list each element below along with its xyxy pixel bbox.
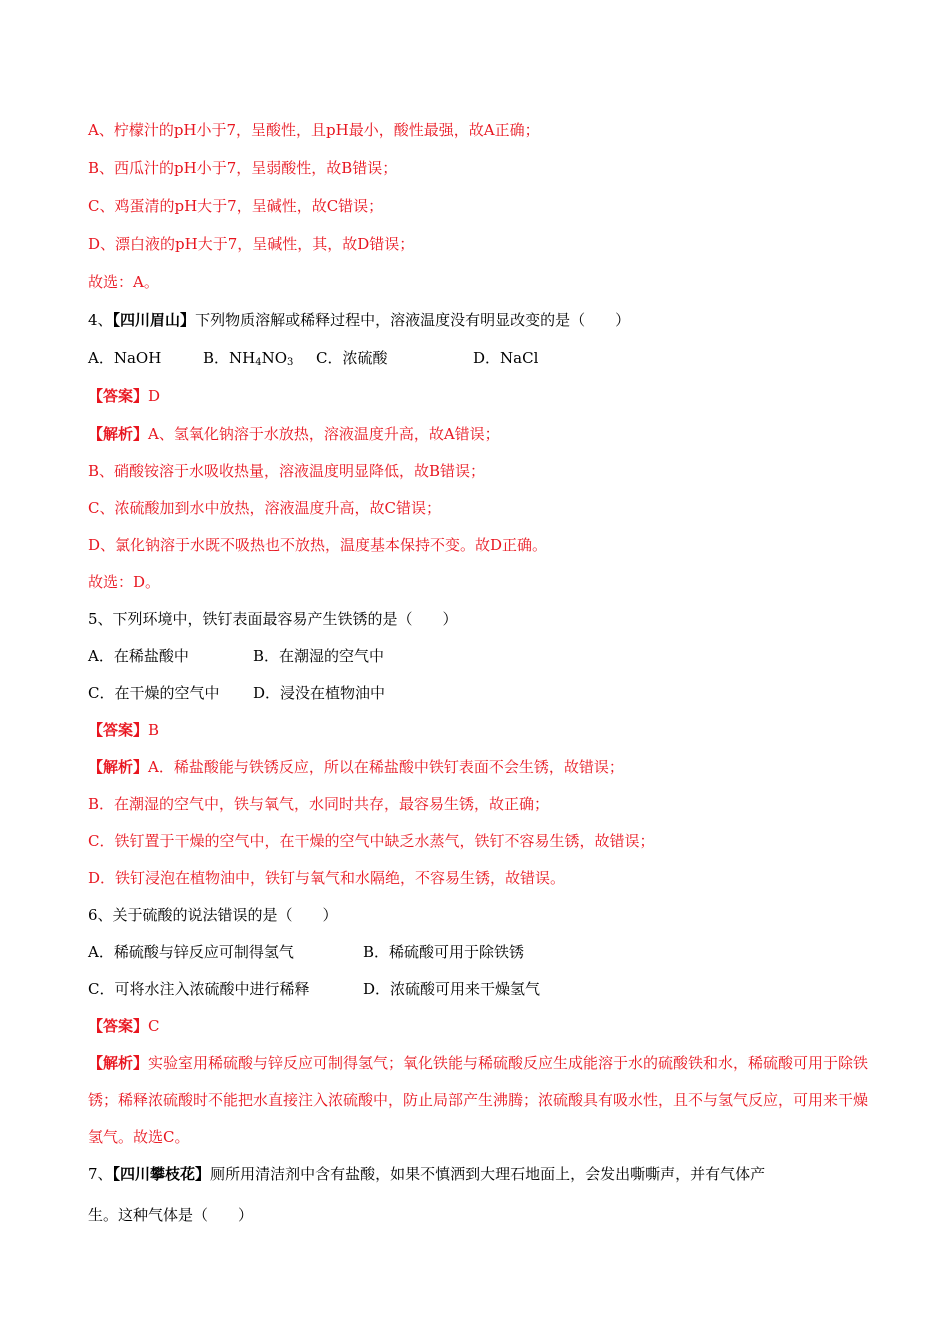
q6-options-row1 xyxy=(88,942,880,962)
q5-answer xyxy=(88,720,880,740)
q3-analysis-b: B、西瓜汁的pH小于7，呈弱酸性，故B错误； xyxy=(88,159,398,177)
q5-answer-value: B xyxy=(148,721,160,739)
q6-answer xyxy=(88,1016,880,1036)
q5-options-row1 xyxy=(88,646,880,666)
q3-analysis-c: C、鸡蛋清的pH大于7，呈碱性，故C错误； xyxy=(88,197,384,215)
q7-source: 【四川攀枝花】 xyxy=(112,1165,211,1183)
q4-stem: 下列物质溶解或稀释过程中，溶液温度没有明显改变的是（ ） xyxy=(195,311,631,329)
q3-analysis-a: A、柠檬汁的pH小于7，呈酸性，且pH最小，酸性最强，故A正确； xyxy=(88,121,540,139)
q4-analysis-a: A、氢氧化钠溶于水放热，溶液温度升高，故A错误； xyxy=(148,425,500,443)
q4-conclusion: 故选：D。 xyxy=(88,573,161,591)
q4-option-a: A．NaOH xyxy=(88,349,162,367)
q5-analysis-c: C．铁钉置于干燥的空气中，在干燥的空气中缺乏水蒸气，铁钉不容易生锈，故错误； xyxy=(88,832,655,850)
q6-analysis-tag: 【解析】 xyxy=(88,1054,149,1072)
q6-answer-value: C xyxy=(148,1017,160,1035)
q4-source: 【四川眉山】 xyxy=(112,311,196,329)
q5-analysis-b: B．在潮湿的空气中，铁与氧气，水同时共存，最容易生锈，故正确； xyxy=(88,795,550,813)
q5-option-c: C．在干燥的空气中 xyxy=(88,684,220,702)
q4-analysis xyxy=(88,424,880,444)
q6-option-a: A．稀硫酸与锌反应可制得氢气 xyxy=(88,943,294,961)
q4-number: 4、 xyxy=(88,311,113,329)
q4-options xyxy=(88,348,880,373)
q4-analysis-c: C、浓硫酸加到水中放热，溶液温度升高，故C错误； xyxy=(88,499,441,517)
q6-option-c: C．可将水注入浓硫酸中进行稀释 xyxy=(88,980,310,998)
q6-analysis-text: 实验室用稀硫酸与锌反应可制得氢气；氧化铁能与稀硫酸反应生成能溶于水的硫酸铁和水，稀硫酸可用于除铁锈；稀释浓硫酸时不能把水直接注入浓硫酸中，防止局部产生沸腾；浓硫酸具有吸水性，且不与氢气反应，可用来干燥氢气。故选C。 xyxy=(88,1054,869,1146)
q6-analysis xyxy=(88,1045,880,1156)
q4-option-c: C．浓硫酸 xyxy=(316,349,388,367)
q4-analysis-d: D、氯化钠溶于水既不吸热也不放热，温度基本保持不变。故D正确。 xyxy=(88,536,548,554)
q4-option-d: D．NaCl xyxy=(473,349,539,367)
q7-question xyxy=(88,1164,880,1184)
q6-option-d: D．浓硫酸可用来干燥氢气 xyxy=(363,980,541,998)
q7-number: 7、 xyxy=(88,1165,113,1183)
q6-answer-tag: 【答案】 xyxy=(88,1017,149,1035)
q5-option-b: B．在潮湿的空气中 xyxy=(253,647,385,665)
q5-analysis-d: D．铁钉浸泡在植物油中，铁钉与氧气和水隔绝，不容易生锈，故错误。 xyxy=(88,869,566,887)
q4-analysis-tag: 【解析】 xyxy=(88,425,149,443)
q4-option-b: B．$NH_4NO_3$ xyxy=(203,349,294,368)
q3-conclusion: 故选：A。 xyxy=(88,273,159,291)
q4-answer-tag: 【答案】 xyxy=(88,387,149,405)
q4-question xyxy=(88,310,880,330)
q5-option-d: D．浸没在植物油中 xyxy=(253,684,386,702)
q7-stem-line1: 厕所用清洁剂中含有盐酸，如果不慎洒到大理石地面上，会发出嘶嘶声，并有气体产 xyxy=(210,1165,766,1183)
q4-answer xyxy=(88,386,880,406)
q6-stem: 6、关于硫酸的说法错误的是（ ） xyxy=(88,906,338,924)
q4-analysis-b: B、硝酸铵溶于水吸收热量，溶液温度明显降低，故B错误； xyxy=(88,462,486,480)
q5-analysis-a: A．稀盐酸能与铁锈反应，所以在稀盐酸中铁钉表面不会生锈，故错误； xyxy=(148,758,624,776)
q5-option-a: A．在稀盐酸中 xyxy=(88,647,189,665)
q4-answer-value: D xyxy=(148,387,161,405)
q5-options-row2 xyxy=(88,683,880,703)
q6-option-b: B．稀硫酸可用于除铁锈 xyxy=(363,943,525,961)
q5-answer-tag: 【答案】 xyxy=(88,721,149,739)
q3-analysis-d: D、漂白液的pH大于7，呈碱性，其，故D错误； xyxy=(88,235,415,253)
q6-options-row2 xyxy=(88,979,880,999)
q5-stem: 5、下列环境中，铁钉表面最容易产生铁锈的是（ ） xyxy=(88,610,458,628)
q7-stem-line2: 生。这种气体是（ ） xyxy=(88,1206,254,1224)
q5-analysis-tag: 【解析】 xyxy=(88,758,149,776)
q5-analysis xyxy=(88,757,880,777)
